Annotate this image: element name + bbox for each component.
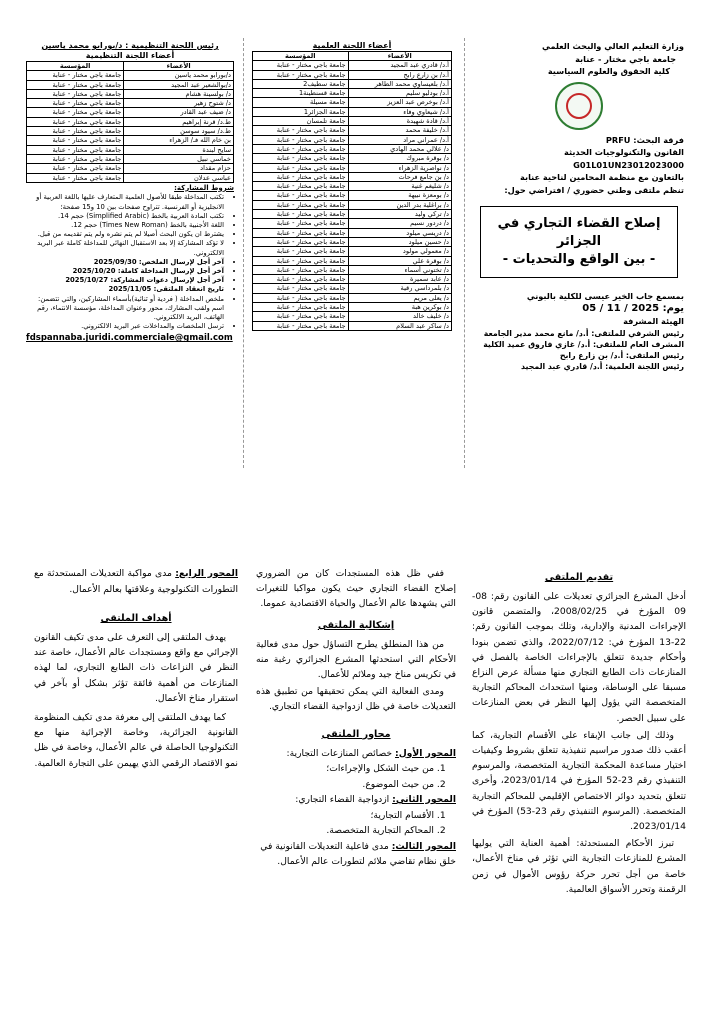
org-col-inst: المؤسسة [27, 62, 124, 71]
sci-institution: جامعة باجي مختار - عنابة [253, 172, 349, 181]
sci-member: د/ بلمرداسي رقية [348, 284, 451, 293]
axis-2 [256, 792, 456, 808]
org-member: خماسي نبيل [124, 154, 234, 163]
org-member: د/ ضيف عبد القادر [124, 108, 234, 117]
axis1-label: المحور الأول: [395, 747, 456, 759]
axis1-item: 1. من حيث الشكل والإجراءات؛ [256, 761, 434, 777]
org-member: د/بورابو محمد ياسين [124, 71, 234, 80]
deadline-item: • تاريخ انعقاد الملتقى: 2025/11/05 [26, 285, 224, 294]
cover-panel [474, 40, 684, 470]
table-row [27, 164, 234, 173]
table-row [253, 256, 452, 265]
sci-institution: جامعة باجي مختار - عنابة [253, 321, 349, 330]
sci-institution: جامعة سطيف2 [253, 79, 349, 88]
org-institution: جامعة باجي مختار - عنابة [27, 99, 124, 108]
table-row [27, 136, 234, 145]
org-caption: أعضاء اللجنة التنظيمية [85, 51, 175, 60]
goal-1: يهدف الملتقى إلى التعرف على مدى تكيف القانون الإجرائي مع واقع ومستجدات عالم الأعمال، خاصة عند النظر في النزاعات ذات الطابع التجاري، لما لهذه المنازعات من أهمية فائقة تؤثر بشكل أو بآخر في استقرار مناخ الأعمال. [34, 632, 238, 704]
faculty: كلية الحقوق والعلوم السياسية [547, 66, 670, 76]
table-row [253, 275, 452, 284]
org-member: بن خام الله فـ/ الزهراء [124, 136, 234, 145]
sci-member: د/ بومعزة نبيهة [348, 191, 451, 200]
sci-institution: جامعة باجي مختار - عنابة [253, 284, 349, 293]
table-row [253, 89, 452, 98]
sci-institution: جامعة باجي مختار - عنابة [253, 256, 349, 265]
org-member: د/ شتوح زهير [124, 99, 234, 108]
org-member: د/بوالشعير عبد المجيد [124, 80, 234, 89]
axis1-text: خصائص المنازعات التجارية: [286, 747, 396, 759]
org-chair: رئيس اللجنة التنظيمية : د/بورابو محمد ياسين [41, 41, 219, 50]
org-table [26, 61, 234, 183]
sci-member: أ.د/ خليفة محمد [348, 126, 451, 135]
table-row [253, 210, 452, 219]
sci-member: د/ بن جامع فرحات [348, 172, 451, 181]
sci-member: د/ شليغم غنية [348, 182, 451, 191]
submission-item: • ترسل الملخصات والمداخلات عبر البريد الالكتروني. [26, 322, 224, 331]
axis2-text: ازدواجية القضاء التجاري: [295, 794, 393, 806]
sci-institution: جامعة باجي مختار - عنابة [253, 219, 349, 228]
org-member: د/ بولسينة هشام [124, 89, 234, 98]
axis2-list [256, 808, 456, 839]
problem-p2: ومدى الفعالية التي يمكن تحقيقها من تطبيق هذه التعديلات خاصة في ظل ازدواجية القضاء التجاري. [256, 686, 456, 713]
org-institution: جامعة باجي مختار - عنابة [27, 173, 124, 182]
university: جامعة باجي مختار - عنابة [575, 53, 676, 64]
table-row [253, 303, 452, 312]
middle-p1: ففي ظل هذه المستجدات كان من الضروري إصلاح القضاء التجاري حيث يكون مواكبا للتغيرات التي يشهدها عالم الأعمال والحياة الاقتصادية عموما. [256, 568, 456, 610]
org-institution: جامعة باجي مختار - عنابة [27, 89, 124, 98]
condition-item: • تكتب المداخلة طبقا للأصول العلمية المتعارف عليها باللغة العربية أو الانجليزية أو الفرنسية. تتراوح صفحات بين 10 و15 صفحة؛ [26, 193, 224, 211]
sci-col-members: الأعضاء [348, 52, 451, 61]
axis3-text: مدى فاعلية التعديلات القانونية في خلق نظام تقاضي ملائم لتطورات عالم الأعمال. [260, 840, 456, 868]
organizes: تنظم ملتقى وطني حضوري / افتراضي حول: [504, 184, 684, 195]
org-panel [26, 40, 234, 452]
fold-line-1 [243, 38, 244, 468]
conference-title: إصلاح القضاء التجاري في الجزائر [497, 216, 661, 249]
team-label: فرقة البحث: [633, 134, 684, 145]
sci-member: د/ دردور نسيم [348, 219, 451, 228]
table-row [253, 228, 452, 237]
table-row [27, 173, 234, 182]
sci-institution: جامعة باجي مختار - عنابة [253, 200, 349, 209]
table-row [253, 191, 452, 200]
sci-institution: جامعة باجي مختار - عنابة [253, 265, 349, 274]
org-member: عباسي عدلان [124, 173, 234, 182]
axis-4 [34, 566, 238, 597]
date [474, 303, 684, 316]
table-row [27, 145, 234, 154]
sci-institution: جامعة الجزائر1 [253, 107, 349, 116]
sci-member: د/ خليف خالد [348, 312, 451, 321]
org-member: ط.د/ سيود سوسن [124, 127, 234, 136]
team-name: القانون والتكنولوجيات الحديثة [564, 147, 684, 157]
sci-member: د/ عابد سميرة [348, 275, 451, 284]
condition-item: • تكتب المادة العربية بالخط (Simplified Arabic) حجم 14. [26, 212, 224, 221]
honorary-chair: رئيس الشرفي للملتقى: أ.د/ مانع محمد مدير الجامعة [483, 328, 684, 338]
conditions-title: شروط المشاركة: [174, 183, 234, 192]
org-institution: جامعة باجي مختار - عنابة [27, 136, 124, 145]
axis4-text: مدى مواكبة التعديلات المستحدثة مع التطورات التكنولوجية وعلاقتها بعالم الأعمال. [34, 568, 238, 595]
sci-institution: جامعة باجي مختار - عنابة [253, 312, 349, 321]
axis-3 [256, 839, 456, 870]
org-member: ط.د/ قرنة إبراهيم [124, 117, 234, 126]
table-row [253, 265, 452, 274]
axis2-item: 1. الأقسام التجارية؛ [256, 808, 434, 824]
sci-institution: جامعة باجي مختار - عنابة [253, 293, 349, 302]
sci-institution: جامعة باجي مختار - عنابة [253, 126, 349, 135]
axis2-label: المحور الثاني: [392, 794, 456, 806]
org-institution: جامعة باجي مختار - عنابة [27, 164, 124, 173]
sci-member: أ.د/ بلعيساوي محمد الطاهر [348, 79, 451, 88]
axis-1 [256, 746, 456, 762]
table-row [253, 98, 452, 107]
sci-institution: جامعة باجي مختار - عنابة [253, 144, 349, 153]
table-row [27, 99, 234, 108]
sci-member: د/ بوقرة مبروك [348, 154, 451, 163]
team-code: PRFU [605, 134, 631, 145]
committee-title: الهيئة المشرفة [623, 316, 684, 326]
intro-p2: وذلك إلى جانب الإبقاء على الأقسام التجارية، كما أعقب ذلك صدور مراسيم تنفيذية تتعلق بشروط وكيفيات اختيار مساعدة المحكمة التجارية المتخصصة، والمرسوم التنفيذي رقم 23-52 المؤرخ في 2023/01/14، وأخرى تتعلق بتحديد دوائر الاختصاص الإقليمي للمحاكم التجارية المتخصصة. (المرسوم التنفيذي رقم 23-53) المؤرخ في 2023/01/14. [472, 729, 686, 833]
table-row [253, 135, 452, 144]
org-institution: جامعة باجي مختار - عنابة [27, 80, 124, 89]
table-row [253, 321, 452, 330]
table-row [253, 61, 452, 70]
table-row [27, 108, 234, 117]
org-institution: جامعة باجي مختار - عنابة [27, 71, 124, 80]
org-member: سايح لبندة [124, 145, 234, 154]
goal-2: كما يهدف الملتقى إلى معرفة مدى تكيف المنظومة القانونية الجزائرية، وخاصة الإجرائية منها مع التكنولوجيا الحاصلة في عالم الأعمال، وخاصة في ظل نمو الاقتصاد الرقمي الذي يهيمن على التجارة العالمية. [33, 712, 238, 769]
ministry: وزارة التعليم العالي والبحث العلمي [542, 41, 684, 51]
table-row [253, 126, 452, 135]
table-row [27, 80, 234, 89]
org-institution: جامعة باجي مختار - عنابة [27, 108, 124, 117]
table-row [253, 172, 452, 181]
deadline-item: • آخر أجل لإرسال المداخلة كاملة: 2025/10/20 [26, 267, 224, 276]
conference-subtitle: - بين الواقع والتحديات - [502, 252, 656, 267]
day-value: 05 / 11 / 2025 [582, 302, 660, 314]
sci-member: د/ تركي وليد [348, 210, 451, 219]
table-row [253, 284, 452, 293]
condition-item: • يشترط ان يكون البحث أصيلا لم يتم نشره ولم يتم تقديمه من قبل. [26, 230, 224, 239]
research-team [474, 134, 684, 147]
axis1-item: 2. من حيث الموضوع. [256, 777, 434, 793]
dates-list [26, 258, 234, 295]
table-row [253, 70, 452, 79]
problem-title: إشكالية الملتقى [317, 619, 395, 631]
table-row [253, 117, 452, 126]
faculty-logo [555, 82, 603, 130]
sci-member: أ.د/ قادري عبد المجيد [348, 61, 451, 70]
sci-institution: جامعة باجي مختار - عنابة [253, 135, 349, 144]
goals-title: أهداف الملتقى [100, 613, 172, 624]
table-row [27, 154, 234, 163]
sci-member: أ.د/ بوخرص عبد العزيز [348, 98, 451, 107]
conference-title-box [480, 206, 678, 278]
table-row [253, 312, 452, 321]
sci-member: د/ دريسي ميلود [348, 228, 451, 237]
project-code: G01L01UN23012023000 [573, 159, 684, 170]
sci-institution: جامعة باجي مختار - عنابة [253, 182, 349, 191]
sci-institution: جامعة مسيلة [253, 98, 349, 107]
extra-list [26, 295, 234, 332]
table-row [253, 200, 452, 209]
sci-member: د/ علالي محمد الهادي [348, 144, 451, 153]
sci-institution: جامعة باجي مختار - عنابة [253, 237, 349, 246]
table-row [253, 247, 452, 256]
sci-chair: رئيس اللجنة العلمية: أ.د/ قادري عبد المجيد [521, 361, 684, 371]
sci-member: أ.د/ بودليو سليم [348, 89, 451, 98]
table-row [253, 293, 452, 302]
sci-institution: جامعة باجي مختار - عنابة [253, 210, 349, 219]
sci-member: د/ بوكرين هبة [348, 303, 451, 312]
axes-title: محاور الملتقى [321, 728, 391, 740]
general-supervisor: المشرف العام للملتقى: أ.د/ غازي فاروق عميد الكلية [483, 339, 684, 349]
sci-institution: جامعة قسنطينة1 [253, 89, 349, 98]
contact-email[interactable]: fdspannaba.juridi.commerciale@gmail.com [26, 333, 233, 344]
sci-member: د/ يعلى مريم [348, 293, 451, 302]
condition-item: • اللغة الأجنبية بالخط (Times New Roman) حجم 12. [26, 221, 224, 230]
table-row [253, 237, 452, 246]
axis3-label: المحور الثالث: [391, 840, 456, 852]
sci-member: د/ معمولي مولود [348, 247, 451, 256]
sci-col-inst: المؤسسة [253, 52, 349, 61]
intro-title: تقديم الملتقى [544, 572, 614, 583]
sci-institution: جامعة باجي مختار - عنابة [253, 228, 349, 237]
sci-member: د/ حسين ميلود [348, 237, 451, 246]
middle-panel [256, 566, 456, 870]
collab: بالتعاون مع منظمة المحامين لناحية عنابة [520, 172, 684, 182]
intro-panel [472, 572, 686, 899]
sci-institution: جامعة باجي مختار - عنابة [253, 247, 349, 256]
deadline-item: • آخر أجل لإرسال دعوات المشاركة: 2025/10/27 [26, 276, 224, 285]
sci-member: أ.د/ قادة شهيدة [348, 117, 451, 126]
axis4-label: المحور الرابع: [175, 568, 238, 579]
intro-p1: أدخل المشرع الجزائري تعديلات على القانون رقم: 08-09 المؤرخ في 2008/02/25، والمتضمن قانون الإجراءات المدنية والإدارية، وتلك بموجب القانون رقم: 22-13 المؤرخ في: 2022/07/12، والذي تضمن بنودا وأحكام جديدة تتعلق بالإجراءات الخاصة بالفصل في المنازعات ذات الطابع التجاري منها مسألة عرض النزاع مسبقا على الوساطة، ومنها استحداث المحاكم التجارية المتخصصة التي يؤول إليها النظر في بعض المنازعات على سبيل الحصر. [472, 591, 686, 724]
sci-institution: جامعة باجي مختار - عنابة [253, 303, 349, 312]
sci-member: د/ براغلية بدر الدين [348, 200, 451, 209]
deadline-item: • آخر أجل لإرسال الملخص: 2025/09/30 [26, 258, 224, 267]
sci-institution: جامعة باجي مختار - عنابة [253, 61, 349, 70]
sci-member: أ.د/ شيعاوي وفاء [348, 107, 451, 116]
sci-institution: جامعة باجي مختار - عنابة [253, 163, 349, 172]
table-row [27, 71, 234, 80]
day-label: يوم: [662, 302, 684, 314]
sci-table [252, 51, 452, 331]
condition-item: • لا تؤكد المشاركة إلا بعد الاستقبال النهائي للمداخلة كاملة عبر البريد الالكتروني. [26, 239, 224, 257]
table-row [253, 79, 452, 88]
sci-member: أ.د/ عمراني مراد [348, 135, 451, 144]
org-member: حزام مقداد [124, 164, 234, 173]
sci-institution: جامعة باجي مختار - عنابة [253, 275, 349, 284]
table-row [253, 163, 452, 172]
org-institution: جامعة باجي مختار - عنابة [27, 117, 124, 126]
sci-member: أ.د/ بن زارع رابح [348, 70, 451, 79]
table-row [253, 182, 452, 191]
org-col-members: الأعضاء [124, 62, 234, 71]
sci-institution: جامعة باجي مختار - عنابة [253, 191, 349, 200]
table-row [253, 107, 452, 116]
table-row [253, 144, 452, 153]
sci-institution: جامعة باجي مختار - عنابة [253, 154, 349, 163]
table-row [253, 219, 452, 228]
table-row [27, 89, 234, 98]
table-row [27, 127, 234, 136]
org-institution: جامعة باجي مختار - عنابة [27, 127, 124, 136]
sci-institution: جامعة باجي مختار - عنابة [253, 70, 349, 79]
venue: بمسمع جاب الخير عيسى للكلية بالبوني [526, 291, 684, 301]
sci-member: د/ بوقرة علي [348, 256, 451, 265]
conference-chair: رئيس الملتقى: أ.د/ بن زارع رابح [559, 350, 684, 360]
org-institution: جامعة باجي مختار - عنابة [27, 145, 124, 154]
table-row [253, 154, 452, 163]
sci-caption: أعضاء اللجنة العلمية [312, 41, 392, 50]
sci-member: د/ ساكر عبد السلام [348, 321, 451, 330]
problem-p1: من هذا المنطلق يطرح التساؤل حول مدى فعالية الأحكام التي استحدثها المشرع الجزائري رغبة منه في تكريس مناخ جيد وملائم للأعمال. [256, 638, 456, 681]
axis2-item: 2. المحاكم التجارية المتخصصة. [256, 823, 434, 839]
sci-member: د/ تختوني أسماء [348, 265, 451, 274]
sci-panel [252, 40, 452, 470]
intro-p3: تبرز الأحكام المستحدثة: أهمية العناية التي يوليها المشرع للمنازعات التجارية التي تؤثر في مناخ الأعمال، خاصة من أجل تحرر حركة رؤوس الأموال في زمن الرقمنة وتحرر الأسواق العالمية. [472, 838, 686, 895]
table-row [27, 117, 234, 126]
left-panel [34, 566, 238, 773]
sci-institution: جامعة تلمسان [253, 117, 349, 126]
conditions-list [26, 193, 234, 257]
fold-line-2 [464, 38, 465, 468]
org-institution: جامعة باجي مختار - عنابة [27, 154, 124, 163]
axis1-list [256, 761, 456, 792]
sci-member: د/ نواصرية الزهراء [348, 163, 451, 172]
submission-item: • ملخص المداخلة ( فردية أو ثنائية)بأسماء المشاركين، والتي تتضمن: اسم ولقب المشارك، محور وعنوان المداخلة، مؤسسة الانتماء، رقم الهاتف، البريد الالكتروني. [26, 295, 224, 323]
